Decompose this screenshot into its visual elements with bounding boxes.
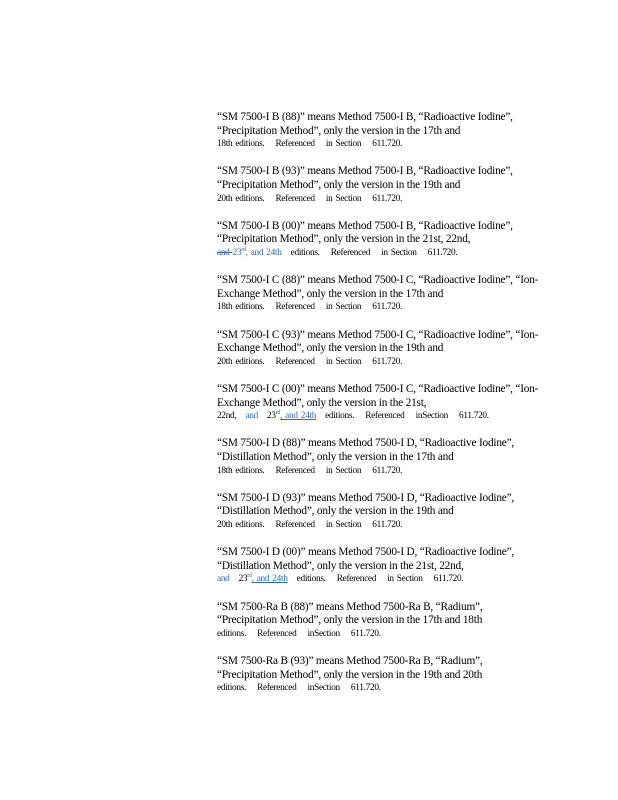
referenced-label: Referenced (275, 519, 315, 530)
editions-text: editions. (217, 628, 247, 639)
section-number: 611.720. (433, 574, 464, 585)
section-label: in Section (325, 193, 362, 204)
inserted-and: and (217, 574, 230, 585)
inserted-and: and (245, 411, 258, 422)
definition-entry (217, 165, 542, 205)
definition-text: “SM 7500-Ra B (88)” means Method 7500-Ra B, “Radium”, “Precipitation Method”, only the version in the 17th and 18th (217, 600, 483, 627)
editions-text: editions. (217, 683, 247, 694)
definition-text: “SM 7500-I D (00)” means Method 7500-I D, “Radioactive Iodine”, “Distillation Method”, only the version in the 21st, 22nd, (217, 546, 515, 572)
section-number: 611.720. (427, 247, 458, 258)
section-label: inSection (307, 683, 340, 694)
section-label: inSection (307, 628, 340, 639)
editions-text: editions. (325, 411, 355, 422)
edition-number: 23 (232, 247, 242, 258)
section-label: in Section (387, 574, 423, 585)
section-number: 611.720. (372, 139, 403, 150)
definition-entry (217, 546, 542, 586)
definition-entry (217, 274, 542, 314)
section-label: in Section (325, 302, 362, 313)
section-label: in Section (325, 519, 362, 530)
editions-text: 20th editions. (217, 519, 265, 530)
definition-reference-line (217, 356, 542, 369)
editions-text: 20th editions. (217, 193, 265, 204)
section-number: 611.720. (372, 465, 403, 476)
edition-number: 23 (238, 574, 248, 585)
definition-entry (217, 492, 542, 532)
edition-suffix: rd (241, 246, 246, 253)
definition-reference-line (217, 519, 542, 532)
deleted-text: and (217, 247, 233, 258)
definition-reference-line (217, 301, 542, 314)
definition-reference-line (217, 247, 542, 260)
definition-reference-line (217, 138, 542, 151)
edition-suffix: rd (275, 410, 281, 417)
definition-text: “SM 7500-I C (93)” means Method 7500-I C, “Radioactive Iodine”, “Ion-Exchange Method”, only the version in the 19th and (217, 328, 539, 355)
referenced-label: Referenced (365, 411, 405, 422)
definition-text: “SM 7500-I C (88)” means Method 7500-I C, “Radioactive Iodine”, “Ion-Exchange Method”, only the version in the 17th and (217, 274, 539, 300)
definition-text: “SM 7500-I D (88)” means Method 7500-I D, “Radioactive Iodine”, “Distillation Method”, only the version in the 17th and (217, 437, 515, 463)
edition-suffix: rd (247, 573, 252, 580)
definition-entry (217, 383, 542, 423)
definition-entry (217, 329, 542, 369)
section-number: 611.720. (350, 683, 381, 694)
section-number: 611.720. (372, 193, 403, 204)
referenced-label: Referenced (275, 139, 315, 150)
definitions-list (217, 111, 542, 709)
definition-entry (217, 437, 542, 477)
definition-reference-line (217, 682, 542, 695)
referenced-label: Referenced (275, 465, 315, 476)
referenced-label: Referenced (257, 683, 297, 694)
editions-text: editions. (290, 247, 320, 258)
section-label: in Section (325, 139, 362, 150)
section-number: 611.720. (372, 356, 403, 367)
definition-entry (217, 655, 542, 695)
inserted-text: , and 24th (245, 247, 282, 258)
definition-text: “SM 7500-I B (93)” means Method 7500-I B, “Radioactive Iodine”, “Precipitation Method”, only the version in the 19th and (217, 165, 513, 191)
edition-number: 23 (267, 411, 276, 422)
referenced-label: Referenced (330, 247, 371, 258)
referenced-label: Referenced (336, 574, 377, 585)
definition-text: “SM 7500-Ra B (93)” means Method 7500-Ra B, “Radium”, “Precipitation Method”, only the version in the 19th and 20th (217, 654, 483, 681)
definition-text: “SM 7500-I B (00)” means Method 7500-I B, “Radioactive Iodine”, “Precipitation Method”, only the version in the 21st, 22nd, (217, 219, 513, 246)
definition-reference-line (217, 193, 542, 206)
section-label: in Section (381, 247, 417, 258)
definition-reference-line (217, 628, 542, 641)
referenced-label: Referenced (275, 302, 315, 313)
editions-text: editions. (296, 574, 326, 585)
section-number: 611.720. (350, 628, 381, 639)
section-number: 611.720. (372, 519, 403, 530)
referenced-label: Referenced (275, 193, 315, 204)
definition-entry (217, 111, 542, 151)
referenced-label: Referenced (275, 356, 315, 367)
section-number: 611.720. (459, 411, 489, 422)
editions-text: 18th editions. (217, 139, 265, 150)
section-label: in Section (325, 356, 362, 367)
definition-text: “SM 7500-I C (00)” means Method 7500-I C, “Radioactive Iodine”, “Ion-Exchange Method”, only the version in the 21st, (217, 382, 539, 409)
definition-text: “SM 7500-I D (93)” means Method 7500-I D, “Radioactive Iodine”, “Distillation Method”, only the version in the 19th and (217, 491, 515, 518)
inserted-text: , and 24th (280, 411, 317, 422)
definition-reference-line (217, 465, 542, 478)
editions-prefix: 22nd, (217, 411, 237, 422)
definition-reference-line (217, 410, 542, 423)
section-number: 611.720. (372, 302, 403, 313)
definition-reference-line (217, 573, 542, 586)
section-label: inSection (415, 411, 448, 422)
section-label: in Section (325, 465, 362, 476)
editions-text: 18th editions. (217, 465, 265, 476)
definition-entry (217, 220, 542, 260)
inserted-text: , and 24th (251, 574, 288, 585)
definition-entry (217, 601, 542, 641)
editions-text: 20th editions. (217, 356, 265, 367)
definition-text: “SM 7500-I B (88)” means Method 7500-I B, “Radioactive Iodine”, “Precipitation Method”, only the version in the 17th and (217, 111, 513, 137)
editions-text: 18th editions. (217, 302, 265, 313)
referenced-label: Referenced (257, 628, 297, 639)
